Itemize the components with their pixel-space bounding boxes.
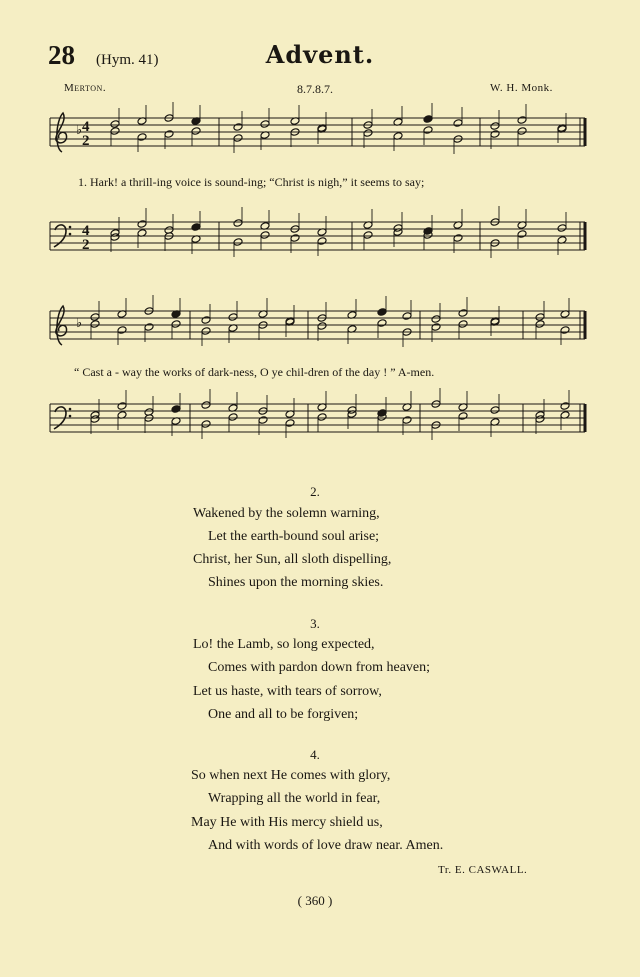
bass-clef-dot — [69, 415, 72, 418]
bass-clef-dot — [69, 408, 72, 411]
verse-3-line-4: One and all to be forgiven; — [208, 707, 359, 722]
note-head — [377, 308, 387, 317]
note-head — [191, 127, 201, 136]
note-head — [453, 234, 463, 243]
note-head — [431, 323, 441, 332]
note-head — [110, 127, 120, 136]
verse-3-line-2: Comes with pardon down from heaven; — [208, 660, 431, 675]
note-head — [201, 420, 211, 429]
verse-3-line-3: Let us haste, with tears of sorrow, — [193, 684, 382, 699]
note-head — [517, 230, 527, 239]
note-head — [517, 127, 527, 136]
note-head — [285, 419, 295, 428]
time-signature-top: 4 — [82, 223, 90, 239]
note-head — [233, 219, 243, 228]
verse-number-2: 2. — [310, 484, 320, 499]
note-head — [290, 234, 300, 243]
note-head — [423, 126, 433, 135]
flat-sign-icon: ♭ — [76, 316, 83, 331]
note-head — [201, 316, 211, 325]
bass-clef-dot — [69, 226, 72, 229]
hymn-reference: (Hym. 41) — [96, 52, 159, 68]
note-head — [137, 133, 147, 142]
time-signature-bottom: 2 — [82, 133, 90, 149]
note-head — [191, 223, 201, 232]
note-head — [144, 323, 154, 332]
note-head — [164, 130, 174, 139]
lyric-line-2: “ Cast a - way the works of dark-ness, O ye chil-dren of the day ! ” A-men. — [74, 365, 435, 379]
verse-4-line-1: So when next He comes with glory, — [191, 768, 391, 783]
note-head — [317, 322, 327, 331]
note-head — [517, 116, 527, 125]
verse-2-line-3: Christ, her Sun, all sloth dispelling, — [193, 552, 392, 567]
note-head — [260, 120, 270, 129]
note-head — [490, 122, 500, 131]
verse-number-3: 3. — [310, 616, 320, 631]
note-head — [431, 315, 441, 324]
translator-credit: Tr. E. CASWALL. — [438, 864, 528, 876]
note-head — [453, 119, 463, 128]
note-head — [233, 238, 243, 247]
note-head — [233, 134, 243, 143]
verse-4-line-2: Wrapping all the world in fear, — [208, 791, 381, 806]
tune-name: Merton. — [64, 82, 107, 94]
composer: W. H. Monk. — [490, 82, 553, 94]
note-head — [233, 123, 243, 132]
note-head — [402, 312, 412, 321]
note-head — [423, 115, 433, 124]
note-head — [137, 220, 147, 229]
note-head — [90, 313, 100, 322]
note-head — [260, 231, 270, 240]
note-head — [363, 231, 373, 240]
verse-2-line-1: Wakened by the solemn warning, — [193, 506, 380, 521]
note-head — [228, 413, 238, 422]
verse-3-line-1: Lo! the Lamb, so long expected, — [193, 637, 375, 652]
note-head — [402, 416, 412, 425]
note-head — [171, 320, 181, 329]
note-head — [557, 224, 567, 233]
note-head — [171, 405, 181, 414]
lyric-line-1: 1. Hark! a thrill-ing voice is sound-ing; “Christ is nigh,” it seems to say; — [78, 175, 425, 189]
music-score — [0, 0, 640, 460]
note-head — [117, 326, 127, 335]
note-head — [258, 416, 268, 425]
bass-clef-dot — [69, 233, 72, 236]
note-head — [458, 309, 468, 318]
note-head — [458, 320, 468, 329]
note-head — [535, 313, 545, 322]
note-head — [490, 130, 500, 139]
note-head — [377, 319, 387, 328]
note-head — [201, 401, 211, 410]
page-number: ( 360 ) — [297, 893, 333, 908]
hymn-number: 28 — [48, 40, 75, 70]
note-head — [110, 120, 120, 129]
time-signature-bottom: 2 — [82, 237, 90, 253]
verse-2-line-2: Let the earth-bound soul arise; — [208, 529, 380, 544]
verse-number-4: 4. — [310, 747, 320, 762]
verse-2-line-4: Shines upon the morning skies. — [208, 575, 384, 590]
flat-sign-icon: ♭ — [76, 123, 83, 138]
note-head — [317, 237, 327, 246]
note-head — [560, 402, 570, 411]
note-head — [90, 320, 100, 329]
note-head — [117, 402, 127, 411]
time-signature-top: 4 — [82, 119, 90, 135]
note-head — [535, 320, 545, 329]
note-head — [228, 313, 238, 322]
note-head — [458, 412, 468, 421]
note-head — [201, 327, 211, 336]
verse-4-line-3: May He with His mercy shield us, — [191, 815, 383, 830]
note-head — [317, 413, 327, 422]
section-title: Advent. — [265, 40, 375, 69]
note-head — [560, 326, 570, 335]
verse-4-line-4: And with words of love draw near. Amen. — [208, 838, 444, 853]
meter: 8.7.8.7. — [297, 82, 333, 96]
note-head — [490, 406, 500, 415]
note-head — [363, 129, 373, 138]
